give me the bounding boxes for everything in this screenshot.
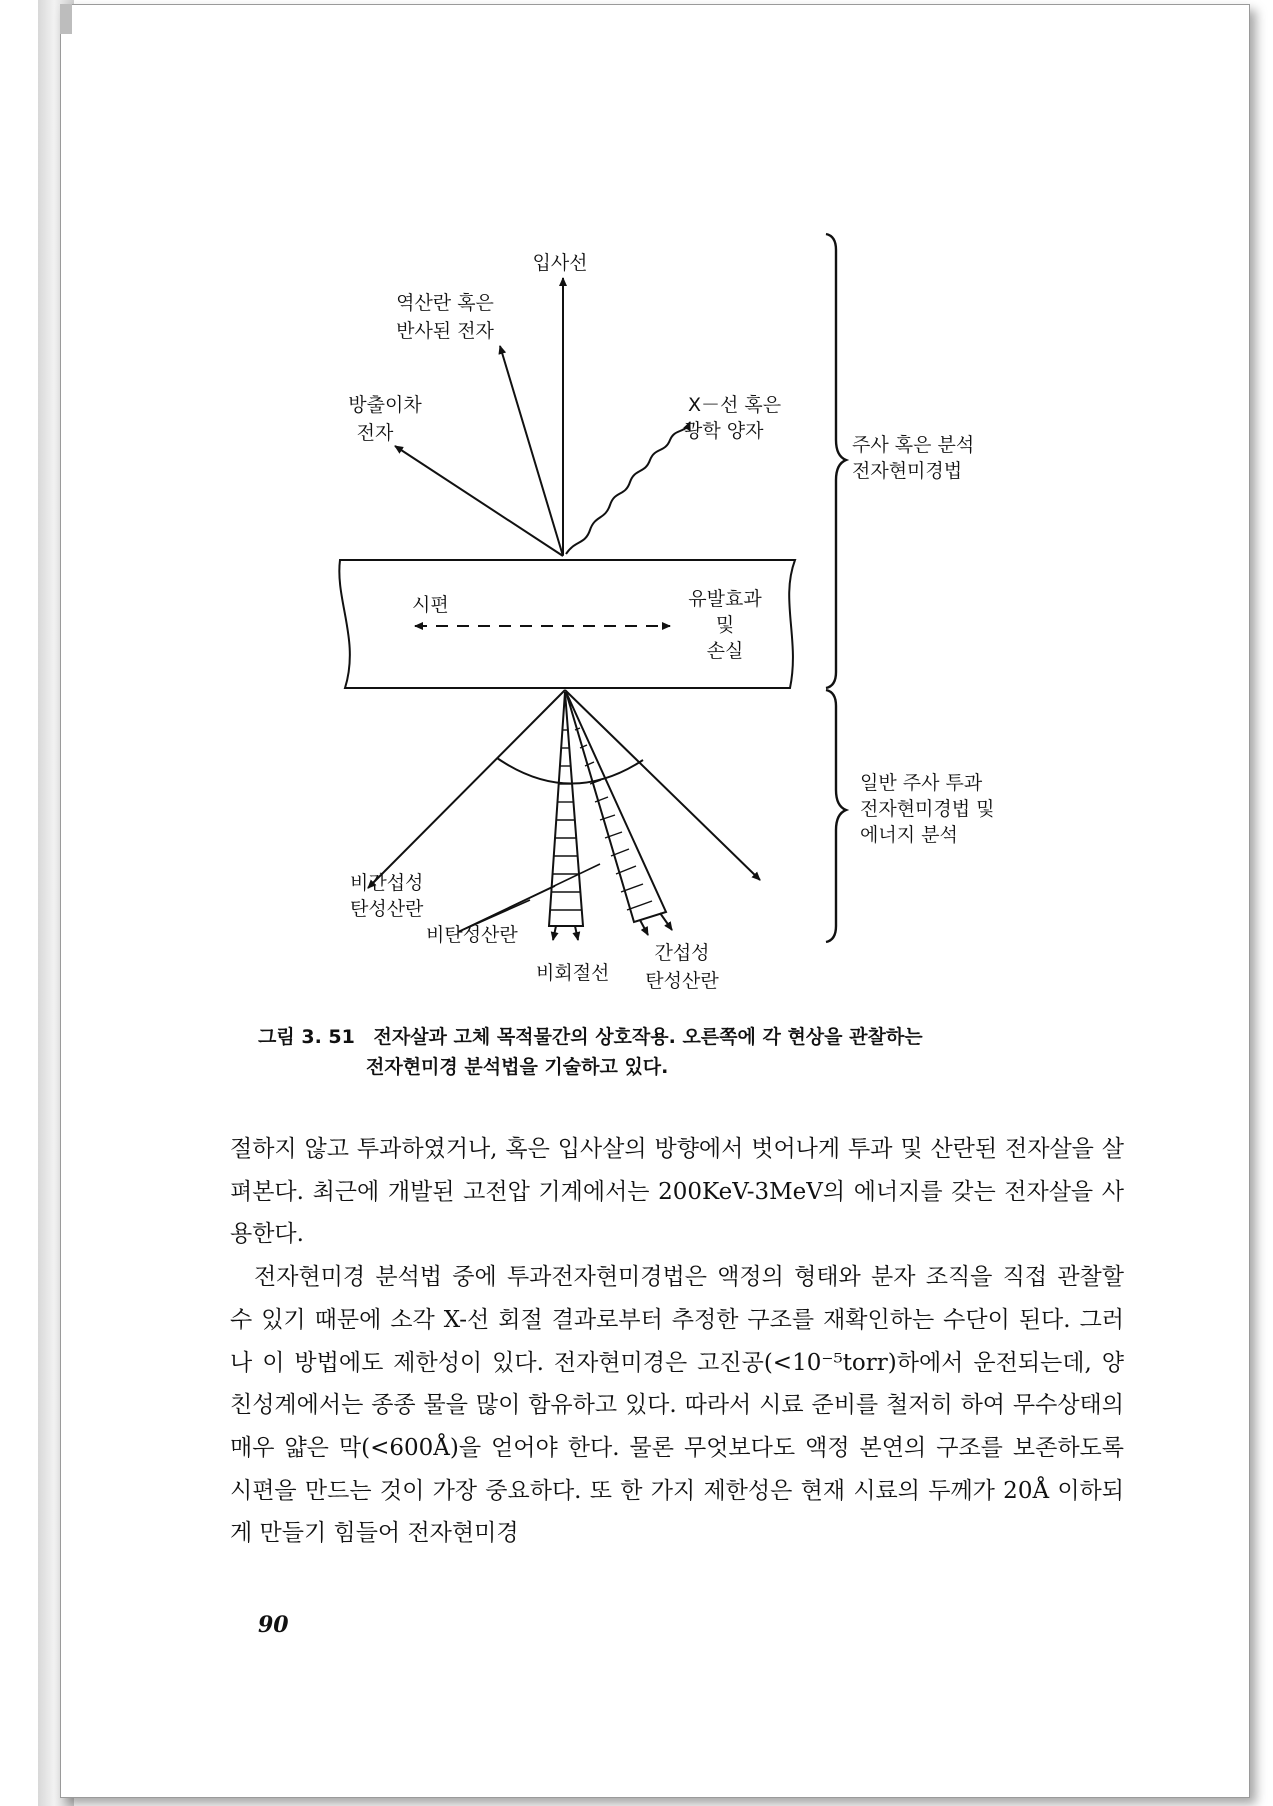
label-scanning-1: 주사 혹은 분석 [852,434,975,456]
incoherent-scatter-left [368,690,565,888]
figure-caption [258,1022,1128,1082]
caption-line-2: 전자현미경 분석법을 기술하고 있다. [366,1056,669,1078]
label-transmission-2: 전자현미경법 및 [860,798,995,820]
backscatter-ray [500,346,563,556]
label-transmission-3: 에너지 분석 [860,824,958,846]
label-incoherent-1: 비간섭성 [350,872,424,894]
undiffracted-beam [549,692,583,926]
label-transmission-1: 일반 주사 투과 [860,772,983,794]
label-induced-3: 손실 [706,640,744,662]
label-backscatter-1: 역산란 혹은 [396,292,494,314]
label-secondary-1: 방출이차 [348,394,422,416]
paragraph-2: 전자현미경 분석법 중에 투과전자현미경법은 액정의 형태와 분자 조직을 직접 관찰할 수 있기 때문에 소각 X-선 회절 결과로부터 추정한 구조를 재확인하는 수단이 된다. 그러나 이 방법에도 제한성이 있다. 전자현미경은 고진공(<10⁻⁵torr)하에서 운전되는데, 양친성계에서는 종종 물을 많이 함유하고 있다. 따라서 시료 준비를 철저히 하여 무수상태의 매우 얇은 막(<600Å)을 얻어야 한다. 물론 무엇보다도 액정 본연의 구조를 보존하도록 시편을 만드는 것이 가장 중요하다. 또 한 가지 제한성은 현재 시료의 두께가 20Å 이하되게 만들기 힘들어 전자현미경 [230,1264,1124,1547]
label-undiffracted: 비회절선 [536,962,610,984]
label-incoherent-2: 탄성산란 [350,898,424,920]
diffracted-hatch [575,728,652,910]
label-induced-1: 유발효과 [688,588,762,610]
brace-scanning [826,234,846,688]
caption-label: 그림 [258,1026,295,1048]
secondary-electron-ray [395,446,563,556]
label-secondary-2: 전자 [356,422,394,444]
xray-wave [566,422,690,554]
paragraph-1: 절하지 않고 투과하였거나, 혹은 입사살의 방향에서 벗어나게 투과 및 산란된 전자살을 살펴본다. 최근에 개발된 고전압 기계에서는 200KeV-3MeV의 에너지를 갖는 전자살을 사용한다. [230,1136,1124,1248]
page-number: 90 [258,1612,289,1638]
label-backscatter-2: 반사된 전자 [396,320,494,342]
label-coherent-2: 탄성산란 [645,970,719,992]
label-inelastic: 비탄성산란 [426,924,518,946]
label-coherent-1: 간섭성 [654,942,710,964]
label-xray-2: 광학 양자 [684,420,764,442]
label-incident: 입사선 [532,252,588,274]
label-induced-2: 및 [715,614,735,636]
caption-line-1: 전자살과 고체 목적물간의 상호작용. 오른쪽에 각 현상을 관찰하는 [373,1026,923,1048]
caption-number: 3. 51 [301,1026,355,1048]
body-text [230,1128,1124,1555]
label-xray-1: X－선 혹은 [688,394,782,416]
label-specimen: 시편 [412,594,449,616]
label-scanning-2: 전자현미경법 [852,460,963,482]
brace-transmission [826,690,846,942]
